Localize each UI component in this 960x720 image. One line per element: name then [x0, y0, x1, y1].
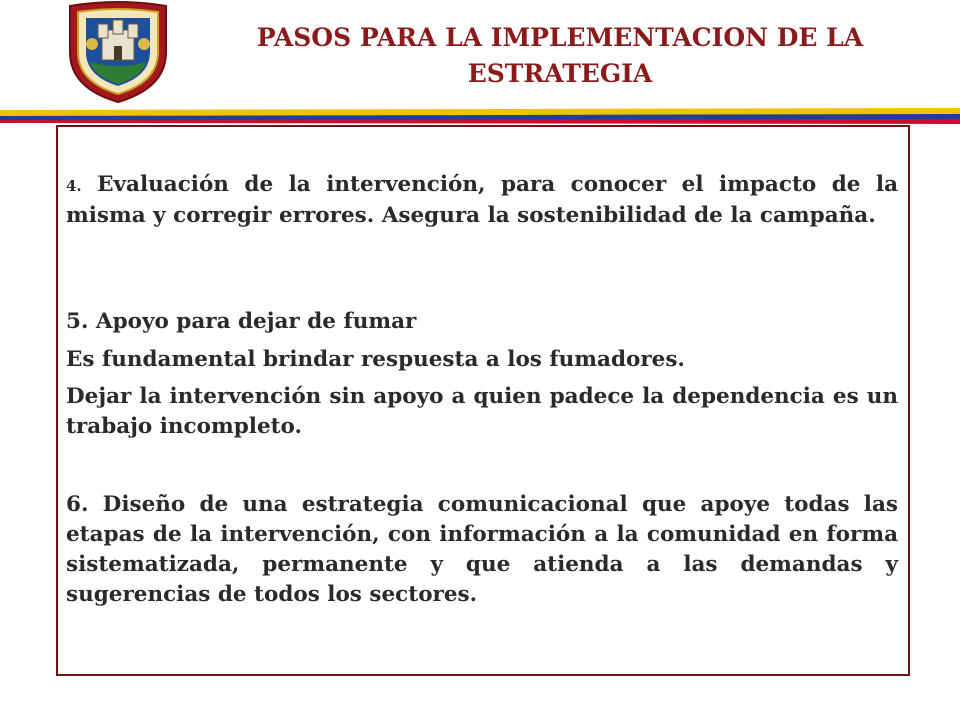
step-4-paragraph — [66, 170, 898, 231]
coat-of-arms-logo — [62, 0, 174, 104]
page-title: PASOS PARA LA IMPLEMENTACION DE LA ESTRATEGIA — [256, 23, 864, 88]
step-5-heading: 5. Apoyo para dejar de fumar — [66, 309, 417, 334]
step-5-paragraph-2: Dejar la intervención sin apoyo a quien padece la dependencia es un trabajo incompleto. — [66, 384, 898, 439]
step-4-number: 4. — [66, 177, 82, 195]
flag-color-band — [0, 104, 960, 126]
step-5-paragraph-1: Es fundamental brindar respuesta a los fumadores. — [66, 347, 685, 372]
step-6-paragraph: 6. Diseño de una estrategia comunicacional que apoye todas las etapas de la intervención, con información a la comunidad en forma sistematizada, permanente y que atienda a las demandas y sugerencias de todos los sectores. — [66, 492, 898, 607]
step-4-text: Evaluación de la intervención, para conocer el impacto de la misma y corregir errores. Asegura la sostenibilidad de la campaña. — [66, 172, 898, 228]
